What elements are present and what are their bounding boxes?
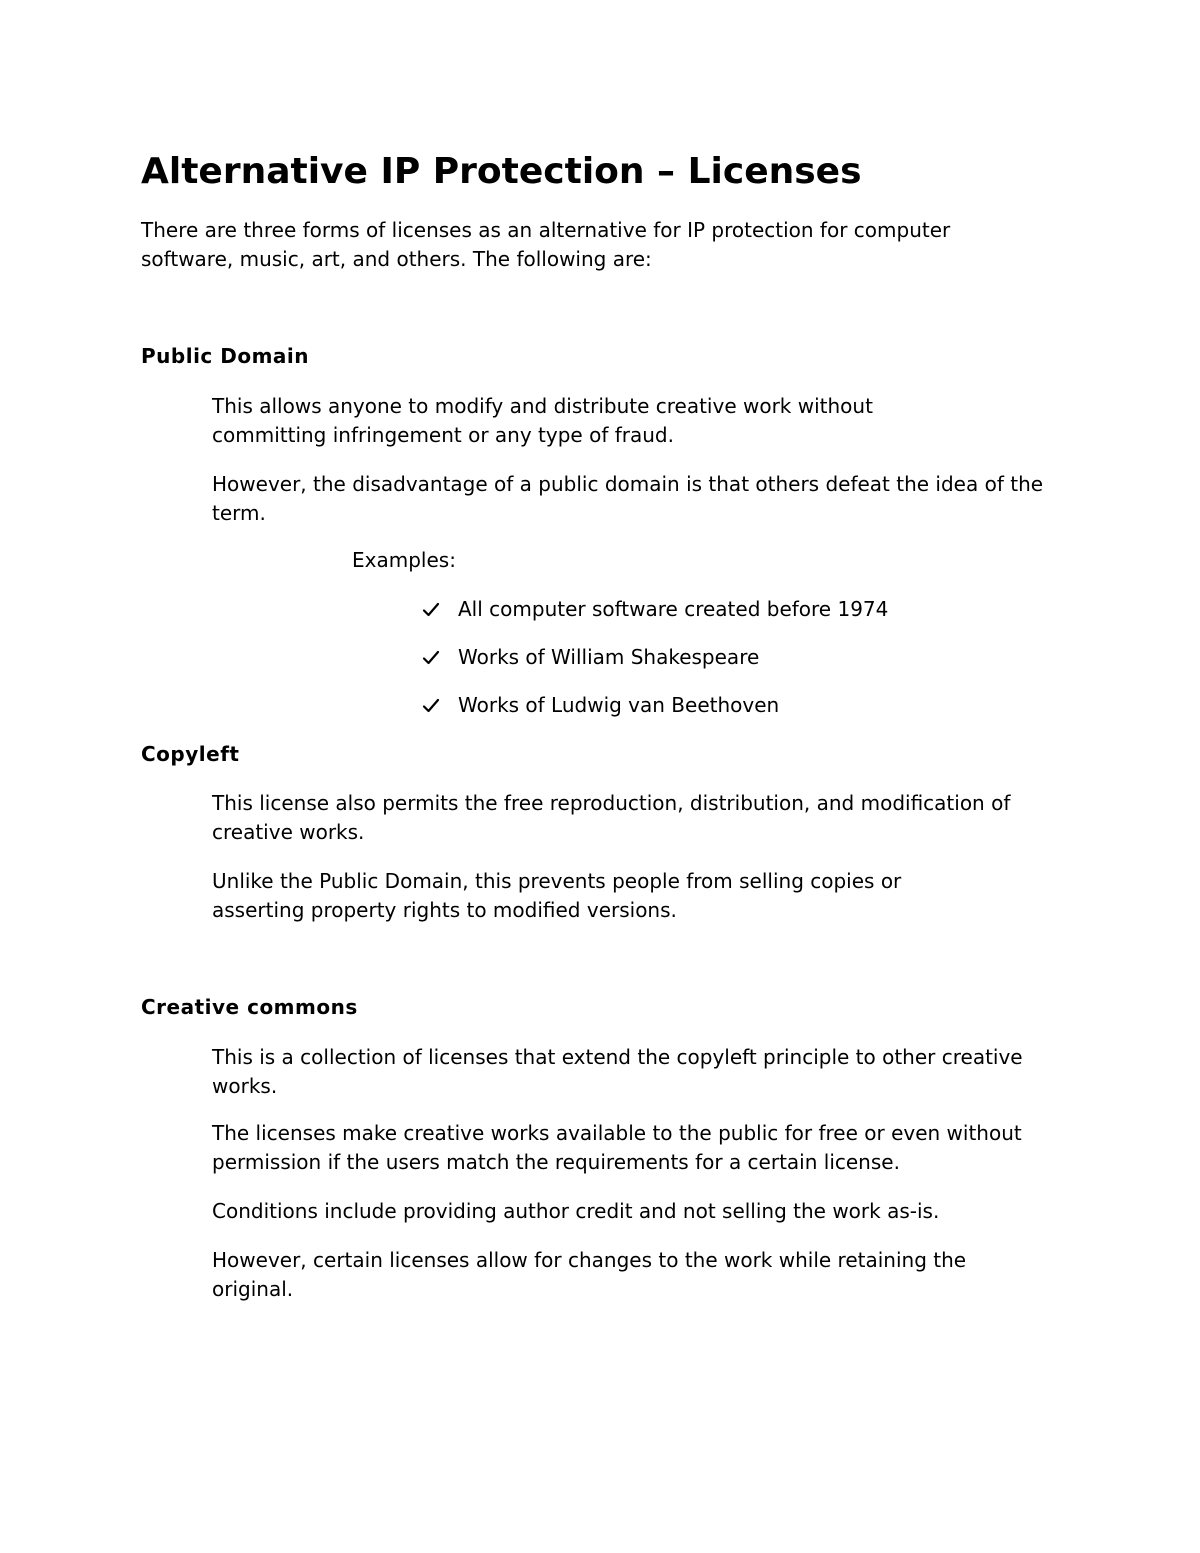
creative-commons-paragraph-1: This is a collection of licenses that extend the copyleft principle to other creative works. bbox=[212, 1045, 1023, 1098]
example-item-text: All computer software created before 1974 bbox=[458, 597, 889, 621]
checkmark-icon bbox=[422, 649, 440, 667]
example-item bbox=[422, 595, 888, 624]
creative-commons-paragraph-3: Conditions include providing author credit and not selling the work as-is. bbox=[212, 1199, 940, 1223]
example-item-text: Works of William Shakespeare bbox=[458, 645, 760, 669]
public-domain-heading: Public Domain bbox=[141, 344, 310, 368]
examples-label: Examples: bbox=[352, 548, 456, 572]
creative-commons-heading: Creative commons bbox=[141, 995, 358, 1019]
copyleft-paragraph-2: Unlike the Public Domain, this prevents people from selling copies or asserting property rights to modified versions. bbox=[212, 869, 902, 922]
public-domain-paragraph-1: This allows anyone to modify and distribute creative work without committing infringement or any type of fraud. bbox=[212, 394, 873, 447]
checkmark-icon bbox=[422, 601, 440, 619]
creative-commons-paragraph-2: The licenses make creative works available to the public for free or even without permission if the users match the requirements for a certain license. bbox=[212, 1121, 1022, 1174]
copyleft-heading: Copyleft bbox=[141, 742, 240, 766]
creative-commons-paragraph-4: However, certain licenses allow for changes to the work while retaining the original. bbox=[212, 1248, 967, 1301]
public-domain-paragraph-2: However, the disadvantage of a public domain is that others defeat the idea of the term. bbox=[212, 472, 1044, 525]
example-item bbox=[422, 643, 759, 672]
example-item bbox=[422, 691, 779, 720]
checkmark-icon bbox=[422, 697, 440, 715]
example-item-text: Works of Ludwig van Beethoven bbox=[458, 693, 780, 717]
copyleft-paragraph-1: This license also permits the free reproduction, distribution, and modification of creative works. bbox=[212, 791, 1011, 844]
page-title: Alternative IP Protection – Licenses bbox=[141, 151, 862, 192]
intro-paragraph: There are three forms of licenses as an alternative for IP protection for computer software, music, art, and others. The following are: bbox=[141, 218, 951, 271]
